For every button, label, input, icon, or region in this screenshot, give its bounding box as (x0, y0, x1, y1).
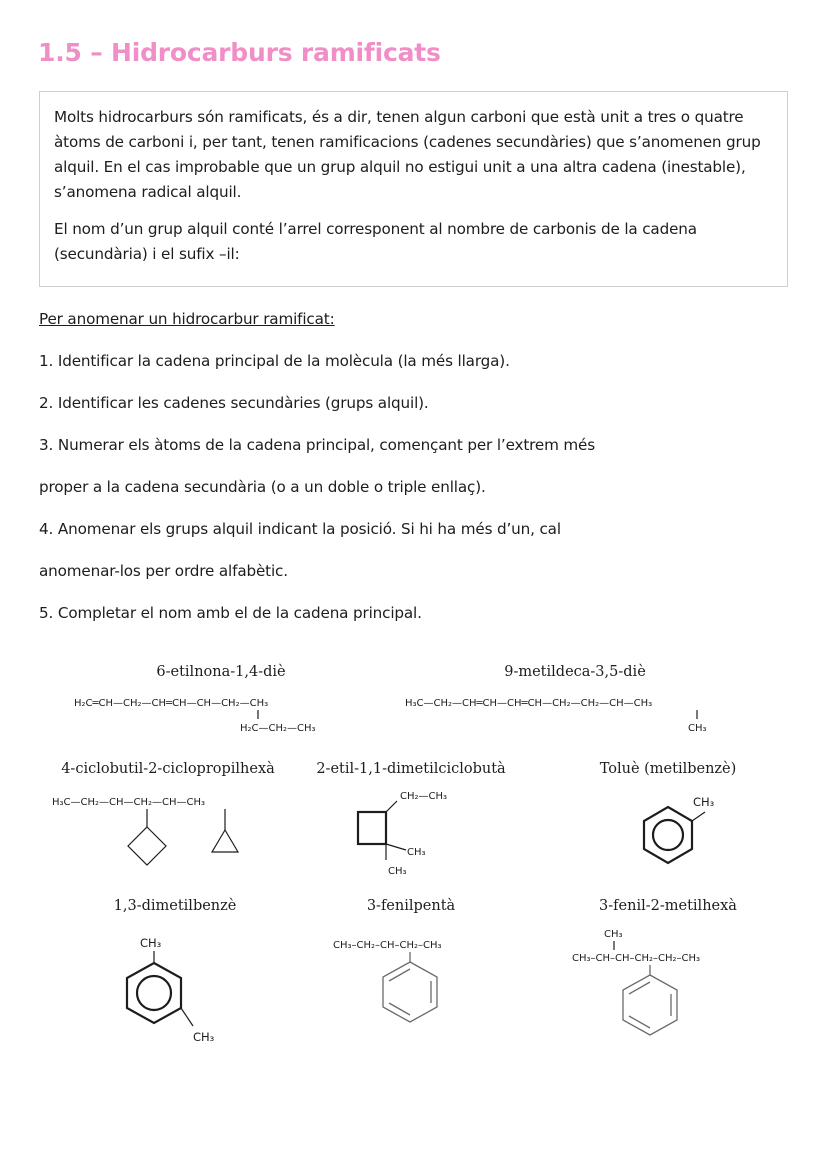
intro-paragraph-2: El nom d’un grup alquil conté l’arrel corresponent al nombre de carbonis de la cadena (secundària) i el sufix –il: (54, 220, 697, 263)
cyclobutyl-ring (128, 827, 166, 865)
step-line-1: 1. Identificar la cadena principal de la molècula (la més llarga). (39, 352, 510, 370)
example-5-structure (644, 795, 715, 863)
toluene-benzene-ring (644, 807, 692, 863)
example-8-phenyl-ring (623, 975, 677, 1035)
toluene-methyl-bond (692, 812, 705, 821)
example-1-structure (74, 698, 316, 734)
xylene-bond-bottom (181, 1008, 193, 1026)
example-4-methyl-2: CH₃ (388, 866, 407, 877)
example-8-methyl: CH₃ (604, 929, 623, 940)
example-6-structure (127, 936, 215, 1044)
example-4-ethyl-bond (386, 801, 397, 812)
step-line-3: 3. Numerar els àtoms de la cadena principal, començant per l’extrem més (39, 436, 596, 454)
example-7-name: 3-fenilpentà (366, 898, 456, 914)
example-3-structure (52, 797, 238, 865)
xylene-methyl-bottom: CH₃ (193, 1030, 215, 1044)
example-8-double-bond-3 (629, 1016, 650, 1028)
example-1-name: 6-etilnona-1,4-diè (156, 664, 286, 680)
example-4-methyl-bond-1 (386, 844, 406, 850)
step-line-2: 2. Identificar les cadenes secundàries (grups alquil). (39, 394, 429, 412)
example-8-structure (572, 929, 700, 1035)
example-7-structure (333, 940, 442, 1022)
example-5-name: Toluè (metilbenzè) (599, 761, 737, 777)
xylene-benzene-ring (127, 963, 181, 1023)
example-4-ethyl: CH₂—CH₃ (400, 791, 448, 802)
example-4-structure (358, 791, 447, 877)
example-6-name: 1,3-dimetilbenzè (113, 898, 237, 914)
example-7-double-bond-3 (389, 1003, 410, 1015)
example-7-chain: CH₃–CH₂–CH–CH₂–CH₃ (333, 940, 442, 951)
example-4-methyl-1: CH₃ (407, 847, 426, 858)
example-7-phenyl-ring (383, 962, 437, 1022)
xylene-methyl-top: CH₃ (140, 936, 162, 950)
example-1-branch: H₂C—CH₂—CH₃ (240, 723, 316, 734)
toluene-aromatic-circle (653, 820, 683, 850)
cyclobutane-ring (358, 812, 386, 844)
intro-paragraph-1: Molts hidrocarburs són ramificats, és a dir, tenen algun carboni que està unit a tres o quatre àtoms de carboni i, per tant, tenen ramificacions (cadenes secundàries) que s’anomenen grup alquil. En el cas improbable que un grup alquil no estigui unit a una altra cadena (inestable), s’anomena radical alquil. (54, 108, 761, 201)
example-3-chain: H₃C—CH₂—CH—CH₂—CH—CH₃ (52, 797, 206, 808)
example-1-chain: H₂C═CH—CH₂—CH═CH—CH—CH₂—CH₃ (74, 698, 269, 709)
step-line-5: 5. Completar el nom amb el de la cadena principal. (39, 604, 422, 622)
steps-heading: Per anomenar un hidrocarbur ramificat: (39, 310, 335, 328)
step-line-3-cont: proper a la cadena secundària (o a un doble o triple enllaç). (39, 478, 486, 496)
example-3-name: 4-ciclobutil-2-ciclopropilhexà (61, 761, 275, 777)
step-line-4: 4. Anomenar els grups alquil indicant la posició. Si hi ha més d’un, cal (39, 520, 561, 538)
section-title: 1.5 – Hidrocarburs ramificats (38, 38, 441, 67)
cyclopropyl-ring (212, 830, 238, 852)
example-2-name: 9-metildeca-3,5-diè (504, 664, 646, 680)
example-7-double-bond-1 (389, 969, 410, 981)
step-line-4-cont: anomenar-los per ordre alfabètic. (39, 562, 288, 580)
example-2-chain: H₃C—CH₂—CH═CH—CH═CH—CH₂—CH₂—CH—CH₃ (405, 698, 653, 709)
example-2-branch: CH₃ (688, 723, 707, 734)
toluene-methyl: CH₃ (693, 795, 715, 809)
example-4-name: 2-etil-1,1-dimetilciclobutà (316, 761, 506, 777)
example-8-double-bond-1 (629, 982, 650, 994)
example-8-chain: CH₃–CH–CH–CH₂–CH₂–CH₃ (572, 953, 701, 964)
example-8-name: 3-fenil-2-metilhexà (599, 898, 737, 914)
example-2-structure (405, 698, 707, 734)
xylene-aromatic-circle (137, 976, 171, 1010)
